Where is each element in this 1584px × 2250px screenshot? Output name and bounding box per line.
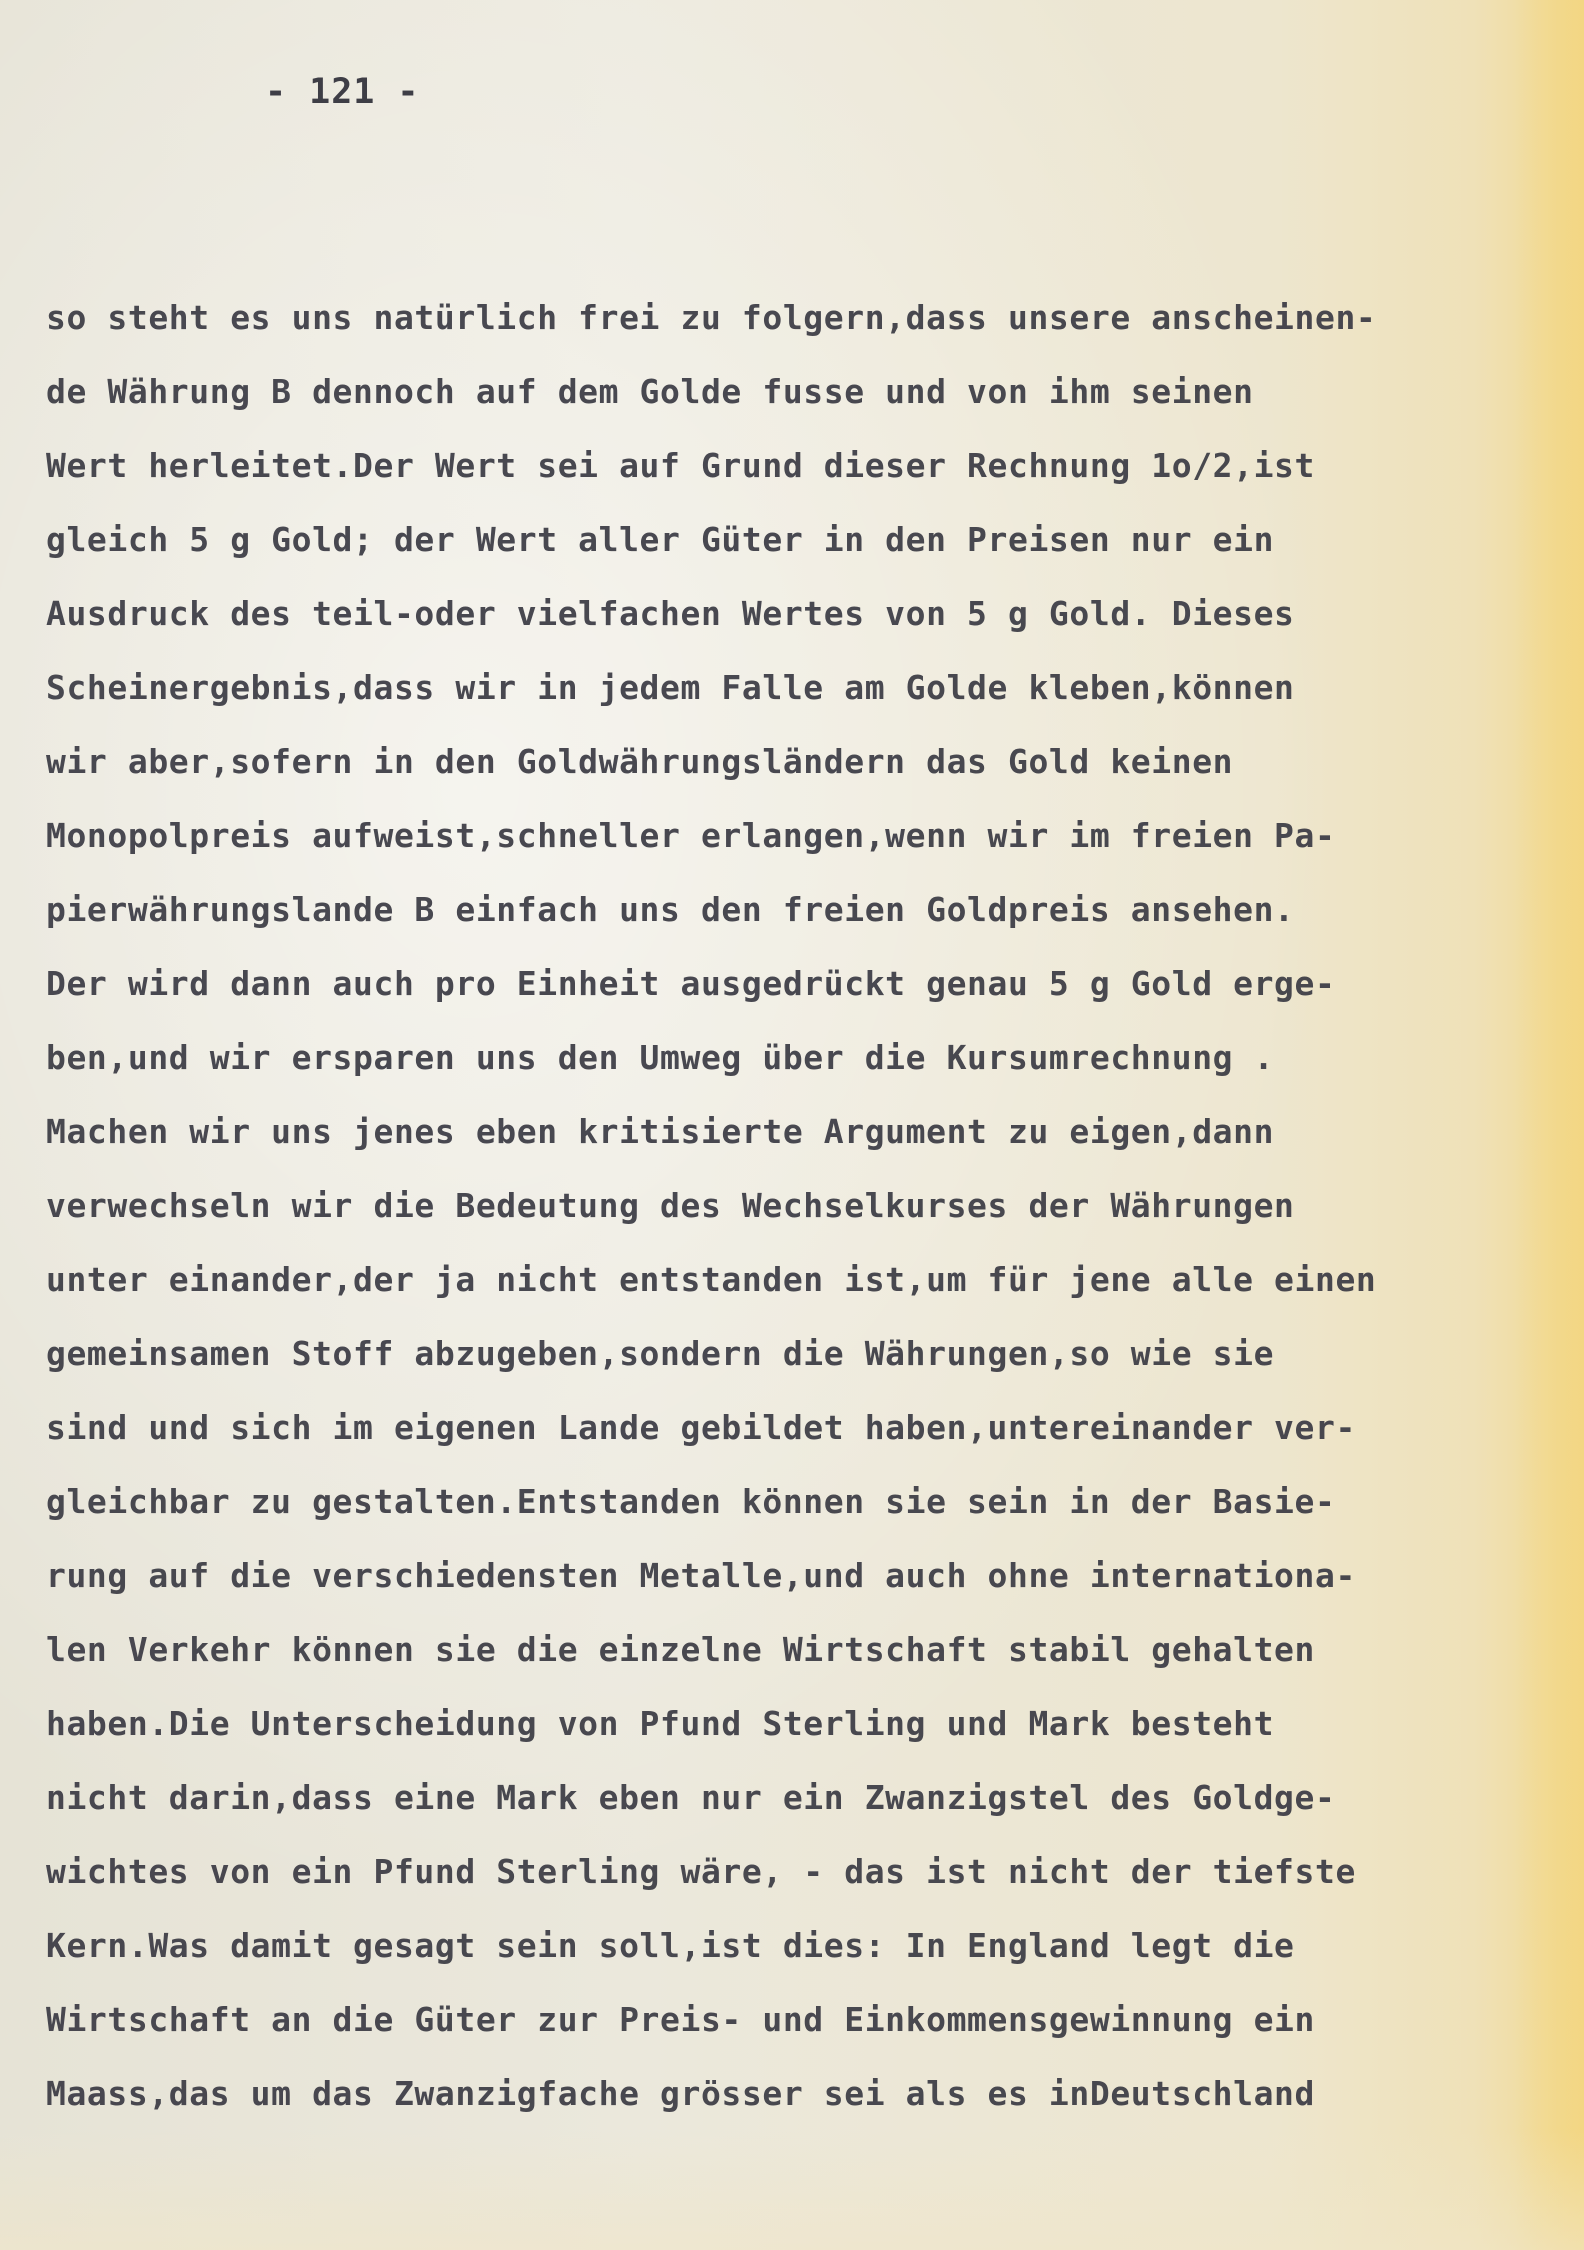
text-line: wir aber,sofern in den Goldwährungsländern das Gold keinen [46, 742, 1234, 781]
text-line: ben,und wir ersparen uns den Umweg über die Kursumrechnung . [46, 1038, 1275, 1077]
text-line: Kern.Was damit gesagt sein soll,ist dies: In England legt die [46, 1926, 1295, 1965]
text-line: len Verkehr können sie die einzelne Wirtschaft stabil gehalten [46, 1630, 1315, 1669]
text-line: Wert herleitet.Der Wert sei auf Grund dieser Rechnung 1o/2,ist [46, 446, 1315, 485]
text-line: pierwährungslande B einfach uns den freien Goldpreis ansehen. [46, 890, 1295, 929]
text-line: de Währung B dennoch auf dem Golde fusse und von ihm seinen [46, 372, 1254, 411]
text-line: gemeinsamen Stoff abzugeben,sondern die Währungen,so wie sie [46, 1334, 1275, 1373]
text-line: verwechseln wir die Bedeutung des Wechselkurses der Währungen [46, 1186, 1295, 1225]
text-line: haben.Die Unterscheidung von Pfund Sterling und Mark besteht [46, 1704, 1275, 1743]
text-line: Ausdruck des teil-oder vielfachen Wertes von 5 g Gold. Dieses [46, 594, 1295, 633]
text-line: so steht es uns natürlich frei zu folgern,dass unsere anscheinen- [46, 298, 1377, 337]
text-line: rung auf die verschiedensten Metalle,und auch ohne internationa- [46, 1556, 1356, 1595]
text-line: wichtes von ein Pfund Sterling wäre, - das ist nicht der tiefste [46, 1852, 1356, 1891]
paper-shading [0, 2130, 1584, 2250]
page-number: - 121 - [265, 72, 420, 112]
text-line: unter einander,der ja nicht entstanden ist,um für jene alle einen [46, 1260, 1377, 1299]
text-line: Machen wir uns jenes eben kritisierte Argument zu eigen,dann [46, 1112, 1275, 1151]
text-line: Maass,das um das Zwanzigfache grösser sei als es inDeutschland [46, 2074, 1315, 2113]
text-line: gleich 5 g Gold; der Wert aller Güter in den Preisen nur ein [46, 520, 1275, 559]
text-line: Der wird dann auch pro Einheit ausgedrückt genau 5 g Gold erge- [46, 964, 1336, 1003]
text-line: nicht darin,dass eine Mark eben nur ein Zwanzigstel des Goldge- [46, 1778, 1336, 1817]
typewritten-text-block [46, 281, 1546, 2131]
text-line: sind und sich im eigenen Lande gebildet haben,untereinander ver- [46, 1408, 1356, 1447]
text-line: gleichbar zu gestalten.Entstanden können sie sein in der Basie- [46, 1482, 1336, 1521]
text-line: Wirtschaft an die Güter zur Preis- und Einkommensgewinnung ein [46, 2000, 1315, 2039]
text-line: Scheinergebnis,dass wir in jedem Falle am Golde kleben,können [46, 668, 1295, 707]
text-line: Monopolpreis aufweist,schneller erlangen,wenn wir im freien Pa- [46, 816, 1336, 855]
